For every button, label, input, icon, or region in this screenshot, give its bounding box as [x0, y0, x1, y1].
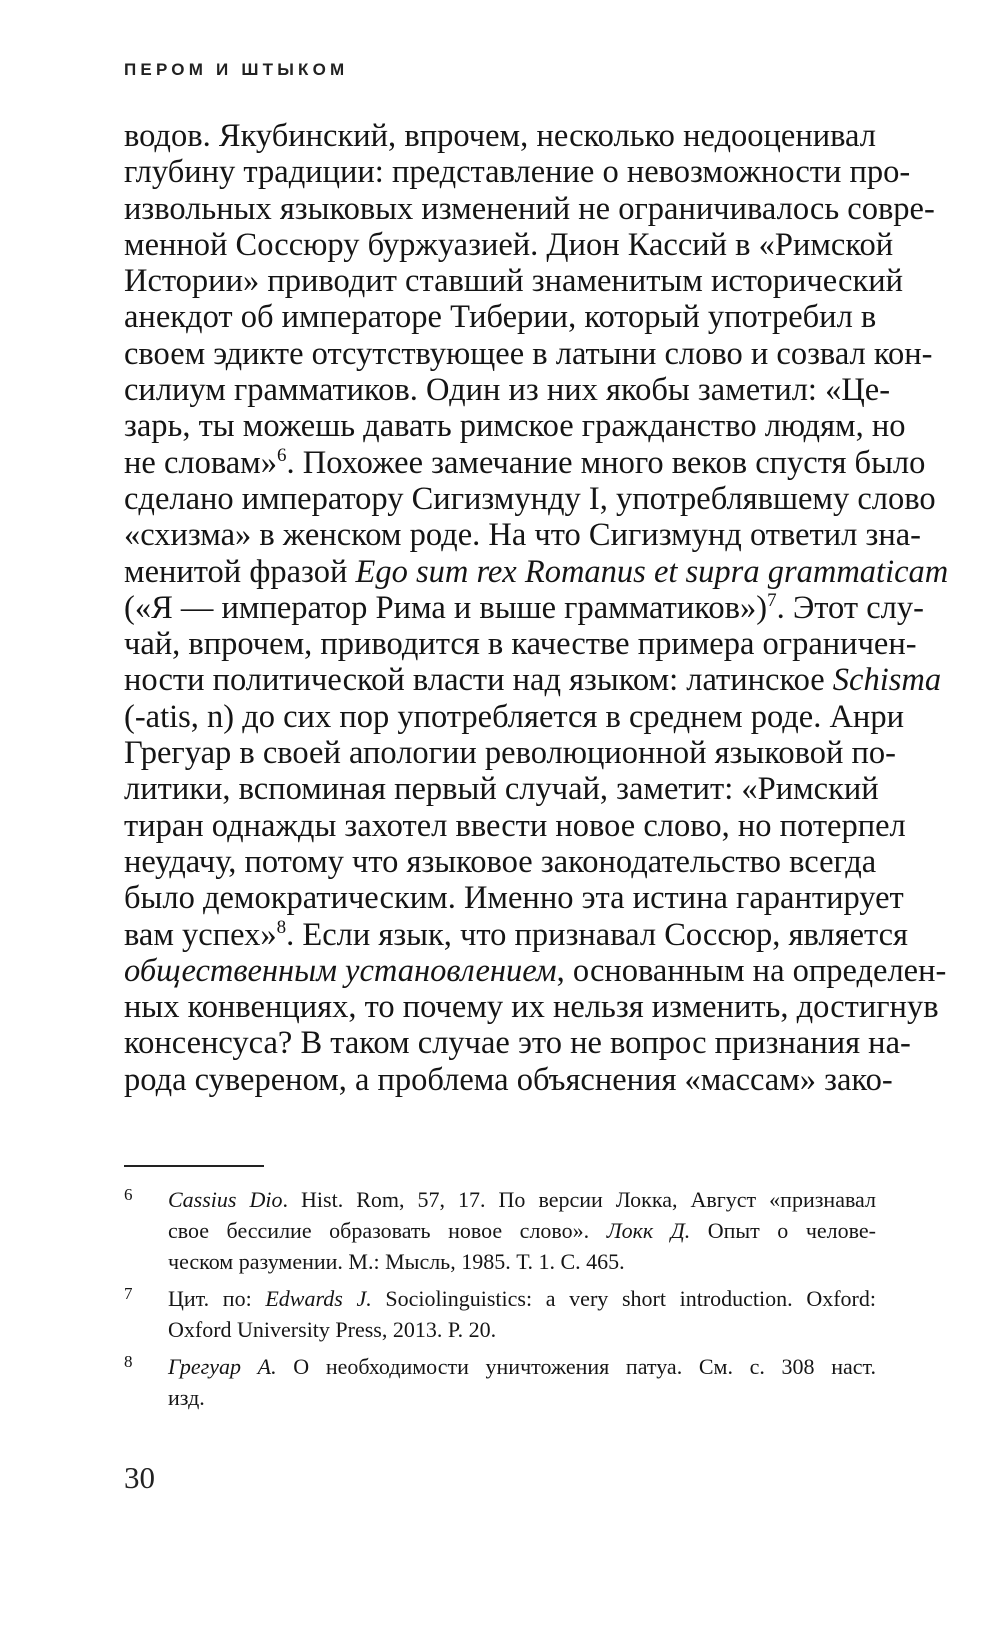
text-line: [124, 372, 891, 409]
text-segment: консенсуса? В таком случае это не вопрос признания на-: [124, 1025, 911, 1062]
text-line: [124, 626, 917, 663]
text-line: [124, 989, 939, 1026]
text-line: [124, 335, 933, 372]
text-line: [124, 444, 926, 481]
text-segment: менитой фразой: [124, 553, 356, 590]
text-segment: Oxford University Press, 2013. P. 20.: [168, 1317, 497, 1342]
text-segment: («Я — император Рима и выше грамматиков»): [124, 589, 768, 626]
footnote-text: [168, 1351, 876, 1413]
italic-text: Schisma: [832, 662, 942, 699]
footnote-line: [168, 1351, 876, 1382]
text-segment: . Hist. Rom, 57, 17. По версии Локка, Август «признавал: [282, 1187, 876, 1212]
footnote-line: [168, 1314, 876, 1345]
text-line: [124, 916, 908, 953]
text-line: [124, 480, 936, 517]
text-line: [124, 662, 942, 699]
text-segment: Опыт о челове-: [690, 1218, 876, 1243]
text-line: [124, 735, 896, 772]
italic-text: общественным установлением: [124, 952, 557, 989]
footnote-text: [168, 1184, 876, 1277]
footnote: [124, 1184, 876, 1277]
text-line: [124, 844, 876, 880]
text-segment: своем эдикте отсутствующее в латыни слово и созвал кон-: [124, 335, 933, 372]
footnote-number: 6: [124, 1185, 133, 1204]
text-line: [124, 226, 894, 263]
footnote: [124, 1351, 876, 1413]
text-segment: ческом разумении. М.: Мысль, 1985. Т. 1. С. 465.: [168, 1249, 625, 1274]
text-segment: рода сувереном, а проблема объяснения «массам» зако-: [124, 1061, 893, 1098]
footnotes: [124, 1184, 876, 1413]
footnote-line: [168, 1215, 876, 1246]
text-segment: не словам»: [124, 444, 277, 481]
footnote-line: [168, 1246, 876, 1277]
text-segment: тиран однажды захотел ввести новое слово, но потерпел: [124, 807, 906, 844]
text-segment: Истории» приводит ставший знаменитым исторический: [124, 263, 904, 300]
text-line: [124, 553, 949, 590]
text-segment: сделано императору Сигизмунду I, употреблявшему слово: [124, 480, 936, 517]
text-segment: анекдот об императоре Тиберии, который употребил в: [124, 299, 877, 336]
text-segment: зарь, ты можешь давать римское гражданство людям, но: [124, 408, 906, 445]
page-number: 30: [124, 1460, 155, 1495]
text-line: [124, 880, 904, 917]
text-segment: вам успех»: [124, 916, 277, 953]
text-segment: изд.: [168, 1385, 205, 1410]
text-segment: глубину традиции: представление о невозможности про-: [124, 154, 911, 191]
text-segment: О необходимости уничтожения патуа. См. с. 308 наст.: [276, 1354, 876, 1379]
footnote-line: [168, 1283, 876, 1314]
footnote-number: 7: [124, 1284, 133, 1303]
text-line: [124, 807, 906, 844]
text-segment: . Этот слу-: [776, 589, 924, 626]
text-segment: Sociolinguistics: a very short introduction. Oxford:: [371, 1286, 876, 1311]
footnote-ref: 7: [767, 589, 777, 611]
text-line: [124, 190, 935, 227]
text-segment: водов. Якубинский, впрочем, несколько недооценивал: [124, 118, 876, 154]
text-segment: (-atis, n) до сих пор употребляется в среднем роде. Анри: [124, 698, 904, 735]
text-line: [124, 589, 924, 626]
italic-text: Ego sum rex Romanus et supra grammaticam: [355, 553, 949, 590]
text-line: [124, 517, 921, 554]
footnote-line: [168, 1184, 876, 1215]
text-segment: «схизма» в женском роде. На что Сигизмунд ответил зна-: [124, 517, 921, 554]
text-line: [124, 263, 904, 300]
text-segment: . Похожее замечание много веков спустя было: [286, 444, 926, 481]
text-segment: неудачу, потому что языковое законодательство всегда: [124, 843, 877, 880]
text-segment: чай, впрочем, приводится в качестве примера ограничен-: [124, 626, 917, 663]
running-head: ПЕРОМ И ШТЫКОМ: [124, 60, 349, 79]
text-line: [124, 698, 904, 735]
italic-text: Локк Д.: [606, 1218, 691, 1243]
footnote: [124, 1283, 876, 1345]
text-segment: извольных языковых изменений не ограничивалось совре-: [124, 190, 935, 227]
text-segment: силиум грамматиков. Один из них якобы заметил: «Це-: [124, 372, 891, 409]
text-line: [124, 1061, 893, 1098]
text-line: [124, 118, 876, 154]
text-segment: Цит. по:: [168, 1286, 266, 1311]
text-segment: ных конвенциях, то почему их нельзя изменить, достигнув: [124, 989, 939, 1026]
footnote-ref: 6: [277, 444, 287, 466]
footnote-number: 8: [124, 1352, 133, 1371]
text-line: [124, 299, 876, 335]
text-segment: Грегуар в своей апологии революционной языковой по-: [124, 735, 896, 772]
text-line: [124, 952, 947, 989]
text-segment: было демократическим. Именно эта истина гарантирует: [124, 880, 904, 917]
text-line: [124, 771, 879, 808]
text-line: [124, 408, 906, 445]
italic-text: Edwards J.: [265, 1286, 372, 1311]
text-segment: свое бессилие образовать новое слово».: [168, 1218, 607, 1243]
footnote-line: [168, 1382, 876, 1413]
text-segment: , основанным на определен-: [556, 952, 947, 989]
italic-text: Cassius Dio: [168, 1187, 283, 1212]
text-line: [124, 154, 911, 191]
text-segment: литики, вспоминая первый случай, заметит: «Римский: [124, 771, 879, 808]
footnote-separator: [124, 1165, 264, 1167]
footnote-ref: 8: [276, 916, 287, 938]
text-line: [124, 1025, 911, 1062]
italic-text: Грегуар А.: [168, 1354, 277, 1379]
body-text: [124, 118, 949, 1098]
footnote-text: [168, 1283, 876, 1345]
text-segment: . Если язык, что признавал Соссюр, является: [286, 916, 908, 953]
text-segment: менной Соссюру буржуазией. Дион Кассий в «Римской: [124, 226, 894, 263]
text-segment: ности политической власти над языком: латинское: [124, 662, 833, 699]
